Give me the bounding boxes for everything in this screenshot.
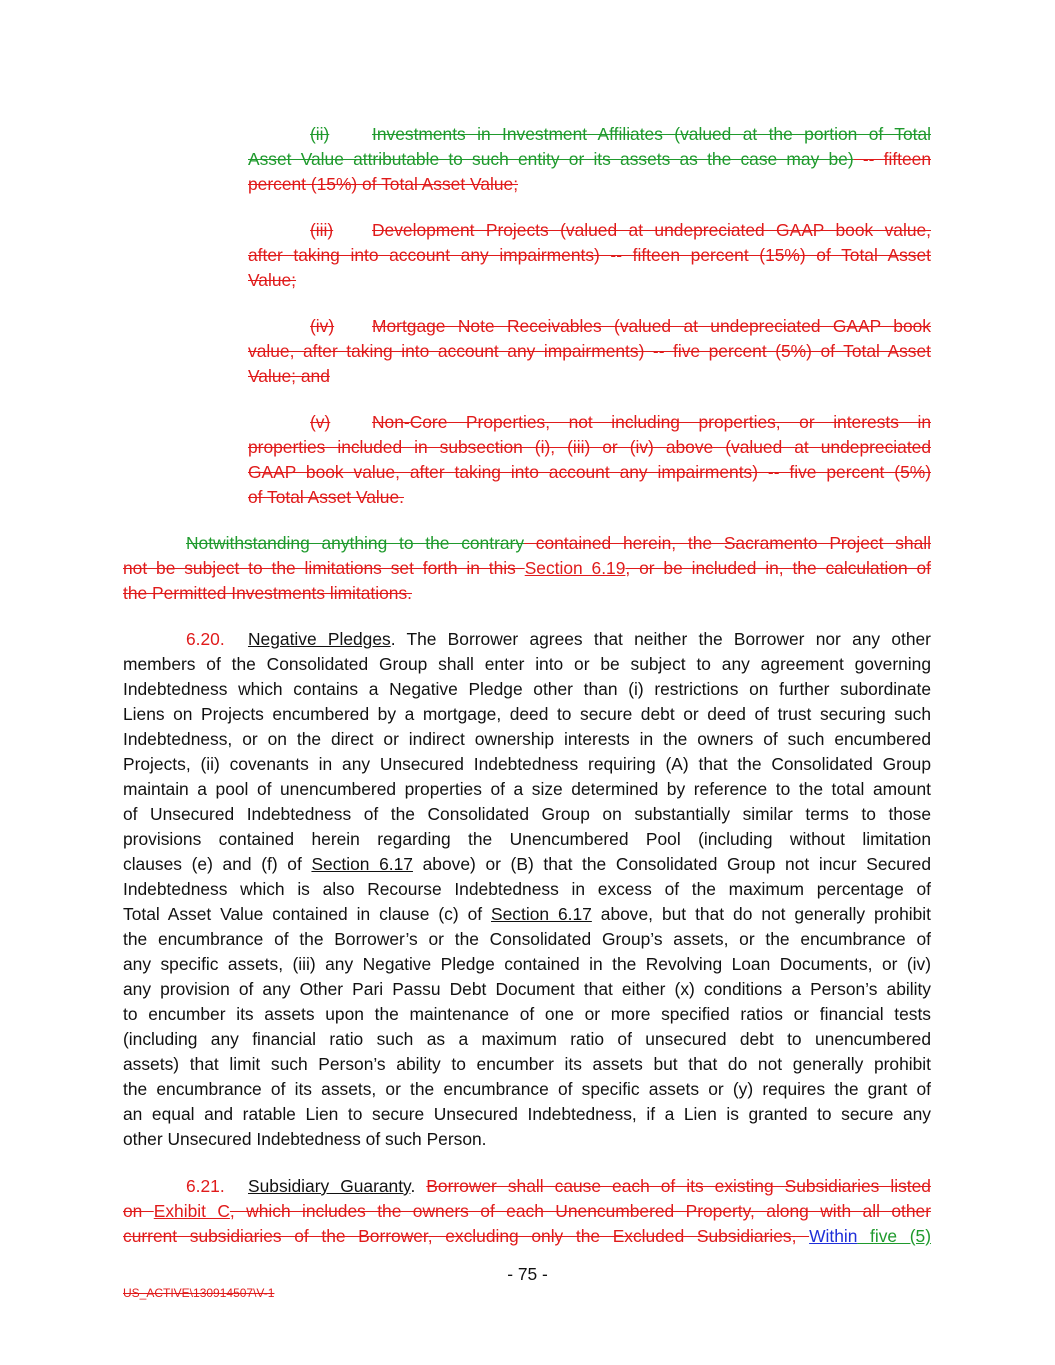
section-6-17-link[interactable]: Section 6.17 [491, 904, 592, 924]
section-6-17-link[interactable]: Section 6.17 [311, 854, 413, 874]
exhibit-c-link[interactable]: Exhibit C [153, 1201, 230, 1221]
item-v: (v) Non-Core Properties, not including properties, or interests in properties included in subsection (i), (iii) or (iv) above (valued at undepreciated GAAP book value, after taking into account any impairments) -- five percent (5%) of Total Asset Value. [248, 412, 931, 507]
section-6-21: 6.21. Subsidiary Guaranty. Borrower shall cause each of its existing Subsidiaries listed on Exhibit C, which includes the owners of each Unencumbered Property, along with all other current subsidiaries of the Borrower, excluding only the Excluded Subsidiaries, Within five (5) [123, 1176, 931, 1246]
section-heading: Subsidiary Guaranty [248, 1176, 411, 1196]
section-number: 6.20. [186, 629, 225, 649]
section-number: 6.21. [186, 1176, 225, 1196]
item-iv: (iv) Mortgage Note Receivables (valued at undepreciated GAAP book value, after taking into account any impairments) -- five percent (5%) of Total Asset Value; and [248, 316, 931, 386]
item-number: (v) [310, 412, 331, 432]
item-number: (iv) [310, 316, 335, 336]
item-number: (ii) [310, 124, 330, 144]
section-heading: Negative Pledges [248, 629, 391, 649]
section-6-19-link[interactable]: Section 6.19 [524, 558, 626, 578]
document-id: US_ACTIVE\130914507\V-1 [123, 1286, 275, 1300]
inserted-text-five: five (5) [857, 1226, 931, 1246]
inserted-text-within: Within [809, 1226, 858, 1246]
notwithstanding-paragraph: Notwithstanding anything to the contrary contained herein, the Sacramento Project shall not be subject to the limitations set forth in this Section 6.19, or be included in, the calculation of the Permitted Investments limitations. [123, 533, 931, 603]
item-number: (iii) [310, 220, 334, 240]
item-iii: (iii) Development Projects (valued at undepreciated GAAP book value, after taking into account any impairments) -- fifteen percent (15%) of Total Asset Value; [248, 220, 931, 290]
item-ii: (ii) Investments in Investment Affiliates (valued at the portion of Total Asset Value attributable to such entity or its assets as the case may be) -- fifteen percent (15%) of Total Asset Value; [248, 124, 931, 194]
section-6-20: 6.20. Negative Pledges. The Borrower agrees that neither the Borrower nor any other members of the Consolidated Group shall enter into or be subject to any agreement governing Indebtedness which contains a Negative Pledge other than (i) restrictions on further subordinate Liens on Projects encumbered by a mortgage, deed to secure debt or deed of trust securing such Indebtedness, or on the direct or indirect ownership interests in the owners of such encumbered Projects, (ii) covenants in any Unsecured Indebtedness requiring (A) that the Consolidated Group maintain a pool of unencumbered properties of a size determined by reference to the total amount of Unsecured Indebtedness of the Consolidated Group on substantially similar terms to those provisions contained herein regarding the Unencumbered Pool (including without limitation clauses (e) and (f) of Section 6.17 above) or (B) that the Consolidated Group not incur Secured Indebtedness which is also Recourse Indebtedness in excess of the maximum percentage of Total Asset Value contained in clause (c) of Section 6.17 above, but that do not generally prohibit the encumbrance of the Borrower’s or the Consolidated Group’s assets, or the encumbrance of any specific assets, (iii) any Negative Pledge contained in the Revolving Loan Documents, or (iv) any provision of any Other Pari Passu Debt Document that either (x) conditions a Person’s ability to encumber its assets upon the maintenance of one or more specified ratios or financial tests (including any financial ratio such as a maximum ratio of unsecured debt to unencumbered assets) that limit such Person’s ability to encumber its assets but that do not generally prohibit the encumbrance of its assets, or the encumbrance of specific assets or (y) requires the grant of an equal and ratable Lien to secure Unsecured Indebtedness, if a Lien is granted to secure any other Unsecured Indebtedness of such Person. [123, 629, 932, 1149]
page-number: - 75 - [507, 1264, 548, 1284]
